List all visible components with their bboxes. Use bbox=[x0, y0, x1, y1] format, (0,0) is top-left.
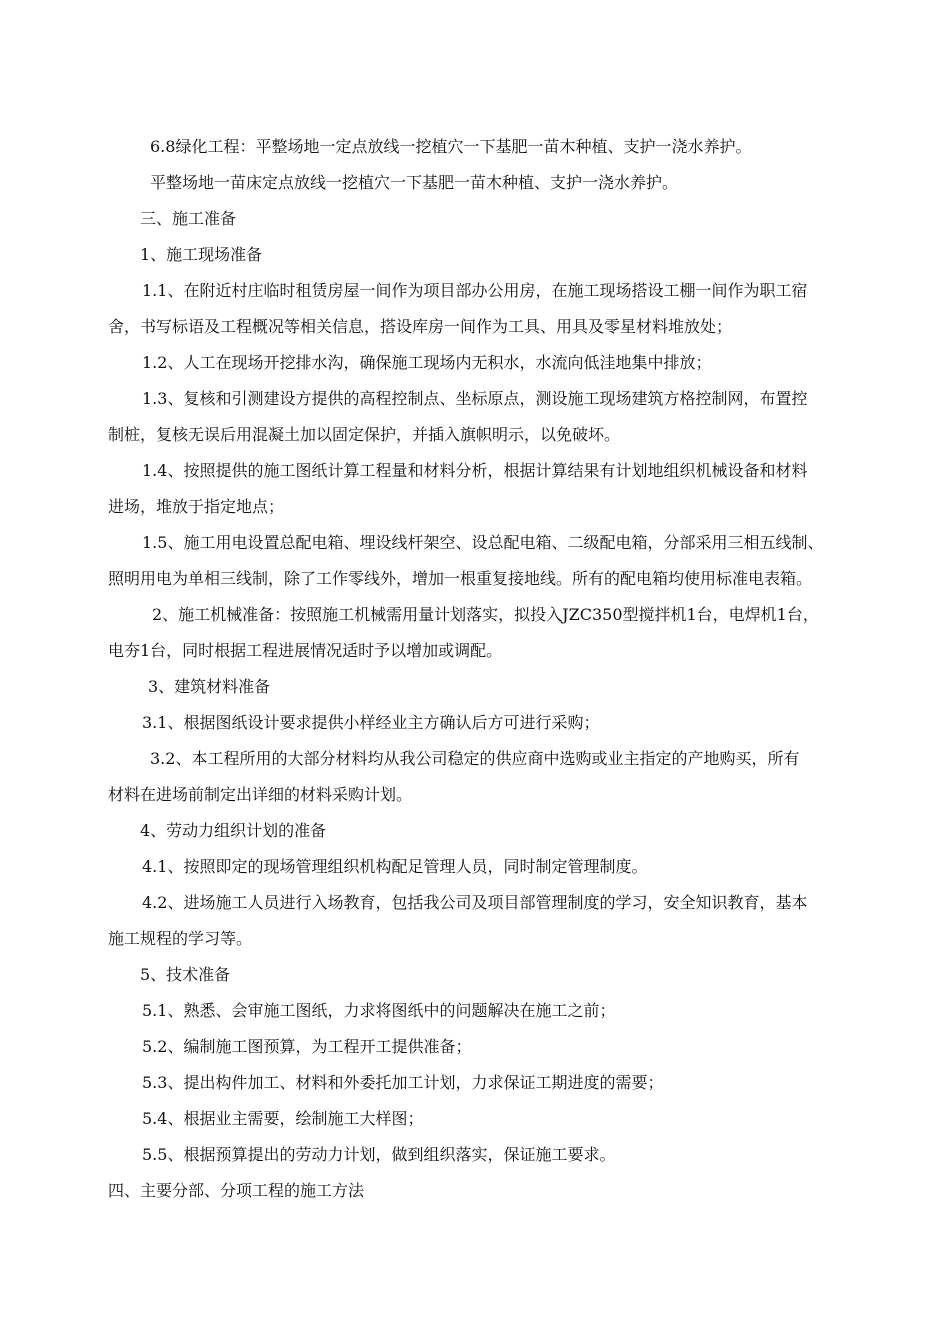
text-line: 照明用电为单相三线制，除了工作零线外，增加一根重复接地线。所有的配电箱均使用标准电表箱。 bbox=[108, 569, 813, 588]
paragraph-5-3 bbox=[108, 1065, 860, 1101]
text-line: 6.8绿化工程：平整场地一定点放线一挖植穴一下基肥一苗木种植、支护一浇水养护。 bbox=[150, 137, 752, 156]
text-line: 三、施工准备 bbox=[140, 209, 237, 228]
text-line: 制桩，复核无误后用混凝土加以固定保护，并插入旗帜明示，以免破坏。 bbox=[108, 425, 621, 444]
text-line: 4、劳动力组织计划的准备 bbox=[140, 821, 327, 840]
text-line: 1.2、人工在现场开挖排水沟，确保施工现场内无积水，水流向低洼地集中排放； bbox=[142, 353, 712, 372]
paragraph-greening-process bbox=[150, 165, 902, 201]
paragraph-machinery-preparation bbox=[108, 597, 860, 669]
text-line: 材料在进场前制定出详细的材料采购计划。 bbox=[108, 785, 413, 804]
text-line: 进场，堆放于指定地点； bbox=[108, 497, 285, 516]
text-line: 1.1、在附近村庄临时租赁房屋一间作为项目部办公用房，在施工现场搭设工棚一间作为职工宿 bbox=[142, 281, 808, 300]
paragraph-5-1 bbox=[108, 993, 860, 1029]
text-line: 3、建筑材料准备 bbox=[148, 677, 271, 696]
text-line: 1、施工现场准备 bbox=[140, 245, 263, 264]
paragraph-greening-works bbox=[150, 129, 902, 165]
text-line: 4.2、进场施工人员进行入场教育，包括我公司及项目部管理制度的学习，安全知识教育，基本 bbox=[142, 893, 808, 912]
subheading-technical-preparation bbox=[140, 957, 892, 993]
paragraph-1-2 bbox=[108, 345, 860, 381]
text-line: 舍，书写标语及工程概况等相关信息，搭设库房一间作为工具、用具及零星材料堆放处； bbox=[108, 317, 733, 336]
text-line: 5、技术准备 bbox=[140, 965, 231, 984]
paragraph-5-4 bbox=[108, 1101, 860, 1137]
paragraph-5-2 bbox=[108, 1029, 860, 1065]
paragraph-4-2 bbox=[108, 885, 860, 957]
paragraph-1-1 bbox=[108, 273, 860, 345]
paragraph-1-4 bbox=[108, 453, 860, 525]
text-line: 5.2、编制施工图预算，为工程开工提供准备； bbox=[142, 1037, 472, 1056]
section-heading-construction-methods bbox=[108, 1173, 860, 1209]
text-line: 2、施工机械准备：按照施工机械需用量计划落实，拟投入JZC350型搅拌机1台，电焊机1台， bbox=[152, 605, 819, 624]
text-line: 5.4、根据业主需要，绘制施工大样图； bbox=[142, 1109, 424, 1128]
subheading-site-preparation bbox=[140, 237, 892, 273]
paragraph-3-1 bbox=[108, 705, 860, 741]
text-line: 5.1、熟悉、会审施工图纸，力求将图纸中的问题解决在施工之前； bbox=[142, 1001, 616, 1020]
paragraph-1-3 bbox=[108, 381, 860, 453]
text-line: 3.2、本工程所用的大部分材料均从我公司稳定的供应商中选购或业主指定的产地购买，所有 bbox=[150, 749, 800, 768]
section-heading-construction-preparation bbox=[140, 201, 892, 237]
text-line: 施工规程的学习等。 bbox=[108, 929, 253, 948]
text-line: 5.5、根据预算提出的劳动力计划，做到组织落实，保证施工要求。 bbox=[142, 1145, 616, 1164]
text-line: 1.5、施工用电设置总配电箱、埋设线杆架空、设总配电箱、二级配电箱，分部采用三相五线制、 bbox=[142, 533, 824, 552]
text-line: 四、主要分部、分项工程的施工方法 bbox=[108, 1181, 365, 1200]
text-line: 3.1、根据图纸设计要求提供小样经业主方确认后方可进行采购； bbox=[142, 713, 600, 732]
subheading-labor-plan bbox=[140, 813, 892, 849]
paragraph-3-2 bbox=[108, 741, 860, 813]
text-line: 1.4、按照提供的施工图纸计算工程量和材料分析，根据计算结果有计划地组织机械设备和材料 bbox=[142, 461, 808, 480]
subheading-material-preparation bbox=[148, 669, 900, 705]
text-line: 电夯1台，同时根据工程进展情况适时予以增加或调配。 bbox=[108, 641, 503, 660]
paragraph-4-1 bbox=[108, 849, 860, 885]
paragraph-1-5 bbox=[108, 525, 860, 597]
text-line: 1.3、复核和引测建设方提供的高程控制点、坐标原点，测设施工现场建筑方格控制网，布置控 bbox=[142, 389, 808, 408]
paragraph-5-5 bbox=[108, 1137, 860, 1173]
text-line: 4.1、按照即定的现场管理组织机构配足管理人员，同时制定管理制度。 bbox=[142, 857, 648, 876]
text-line: 平整场地一苗床定点放线一挖植穴一下基肥一苗木种植、支护一浇水养护。 bbox=[150, 173, 679, 192]
text-line: 5.3、提出构件加工、材料和外委托加工计划，力求保证工期进度的需要； bbox=[142, 1073, 664, 1092]
